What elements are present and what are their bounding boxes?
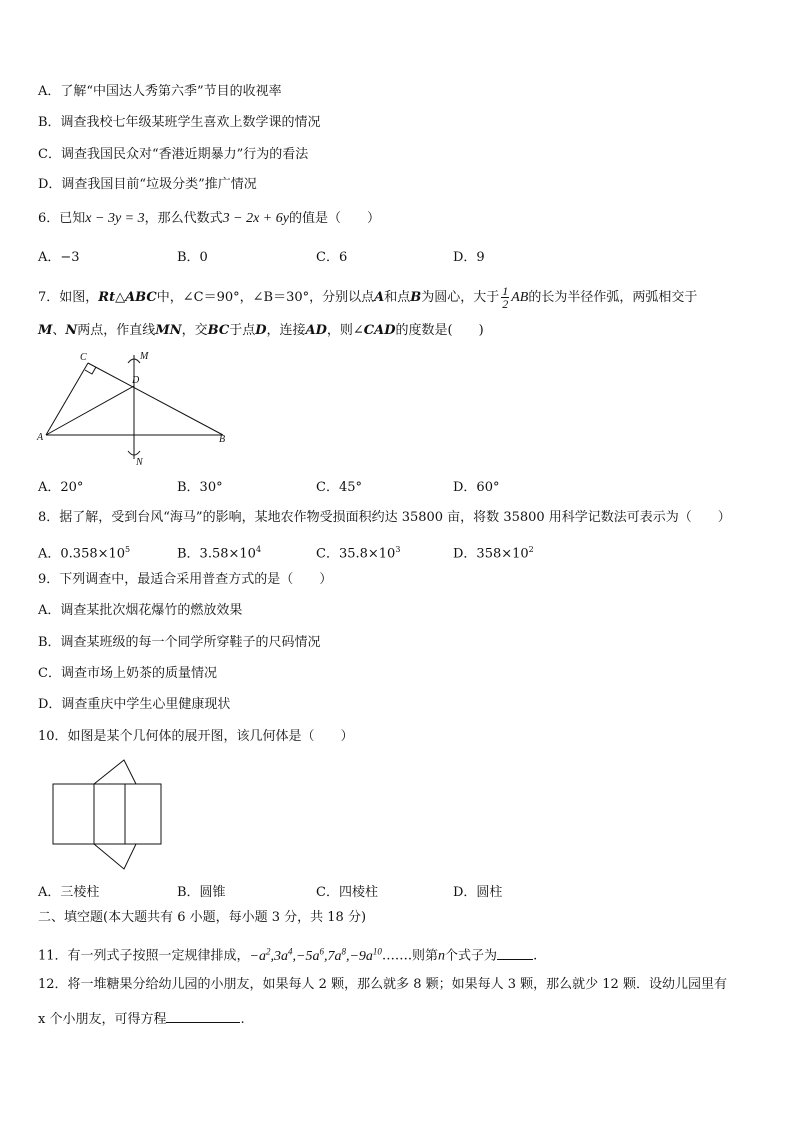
label-m: M — [140, 351, 149, 362]
q8-option-d: D．$358\times 10^2$ — [453, 545, 534, 562]
label-b: B — [219, 434, 226, 445]
q6-option-c: C．6 — [316, 250, 348, 265]
q9-option-d: D．调查重庆中学生心里健康现状 — [38, 697, 231, 712]
q7-fraction: $\frac{1}{2}$ — [502, 284, 509, 311]
question-9: 9．下列调查中，最适合采用普查方式的是（ ） — [38, 572, 333, 587]
net-face-left — [53, 784, 94, 844]
q6-expr2: 3 − 2x + 6y — [222, 211, 289, 226]
question-6: 6．已知x − 3y = 3，那么代数式3 − 2x + 6y的值是（ ） — [38, 211, 380, 226]
q10-prism-net-figure — [48, 757, 168, 873]
question-7-line1: 7．如图，Rt△ABC中，∠C＝90°，∠B＝30°，分别以点A和点B为圆心，大于 $\frac{1}{2}$ AB的长为半径作弧，两弧相交于 — [38, 284, 698, 311]
prev-option-b: B．调查我校七年级某班学生喜欢上数学课的情况 — [38, 115, 321, 130]
question-12-line1: 12．将一堆糖果分给幼儿园的小朋友，如果每人 2 颗，那么就多 8 颗；如果每人 3 颗，那么就少 12 颗．设幼儿园里有 — [38, 977, 727, 992]
label-a: A — [37, 432, 44, 443]
q9-option-c: C．调查市场上奶茶的质量情况 — [38, 666, 217, 681]
segment-ca — [46, 363, 88, 435]
q10-option-d: D．圆柱 — [453, 885, 503, 900]
q7-option-a: A．20° — [38, 480, 84, 495]
q7-option-c: C．45° — [316, 480, 362, 495]
question-11: 11．有一列式子按照一定规律排成，$-a^2,3a^4,-5a^6,7a^8,-9a^{10}\dots\dots$.则第n个式子为 . — [38, 946, 538, 964]
net-face-right — [125, 784, 161, 844]
question-7-line2: M、N两点，作直线MN，交BC于点D，连接AD，则∠CAD的度数是( ) — [38, 323, 484, 338]
segment-ad — [46, 386, 134, 435]
segment-cb — [88, 363, 223, 435]
q10-option-b: B．圆锥 — [177, 885, 226, 900]
question-12-line2: x 个小朋友，可得方程 . — [38, 1012, 245, 1027]
q8-option-b: B．$3.58\times 10^4$ — [177, 545, 262, 562]
q10-option-c: C．四棱柱 — [316, 885, 378, 900]
q11-sequence: $-a^2,3a^4,-5a^6,7a^8,-9a^{10}$ — [249, 946, 382, 964]
question-8: 8．据了解，受到台风“海马”的影响，某地农作物受损面积约达 35800 亩，将数 35800 用科学记数法可表示为（ ） — [38, 510, 731, 525]
q7-option-d: D．60° — [453, 480, 500, 495]
net-triangle-bottom — [94, 844, 136, 869]
prev-option-a: A．了解“中国达人秀第六季”节目的收视率 — [38, 84, 282, 99]
net-face-middle — [94, 784, 125, 844]
question-10: 10．如图是某个几何体的展开图，该几何体是（ ） — [38, 729, 354, 744]
prev-option-d: D．调查我国目前“垃圾分类”推广情况 — [38, 177, 257, 192]
label-n: N — [136, 457, 143, 468]
q9-option-b: B．调查某班级的每一个同学所穿鞋子的尺码情况 — [38, 635, 321, 650]
prev-option-c: C．调查我国民众对“香港近期暴力”行为的看法 — [38, 147, 309, 162]
q8-option-c: C．$35.8\times 10^3$ — [316, 545, 401, 562]
section-title-fill-in: 二、填空题(本大题共有 6 小题，每小题 3 分，共 18 分) — [38, 910, 367, 925]
q9-option-a: A．调查某批次烟花爆竹的燃放效果 — [38, 603, 243, 618]
q11-answer-blank[interactable] — [497, 947, 533, 960]
label-d: D — [132, 375, 140, 386]
label-c: C — [80, 352, 87, 363]
q6-expr1: x − 3y = 3 — [85, 211, 145, 226]
q6-option-a: A．−3 — [38, 250, 80, 265]
q12-answer-blank[interactable] — [166, 1010, 240, 1023]
q7-triangle-figure — [30, 345, 240, 470]
net-triangle-top — [94, 760, 136, 784]
right-angle-mark — [85, 367, 96, 374]
q6-option-d: D．9 — [453, 250, 485, 265]
q7-option-b: B．30° — [177, 480, 223, 495]
q6-option-b: B．0 — [177, 250, 208, 265]
q10-option-a: A．三棱柱 — [38, 885, 100, 900]
q8-option-a: A．$0.358\times 10^5$ — [38, 545, 131, 562]
